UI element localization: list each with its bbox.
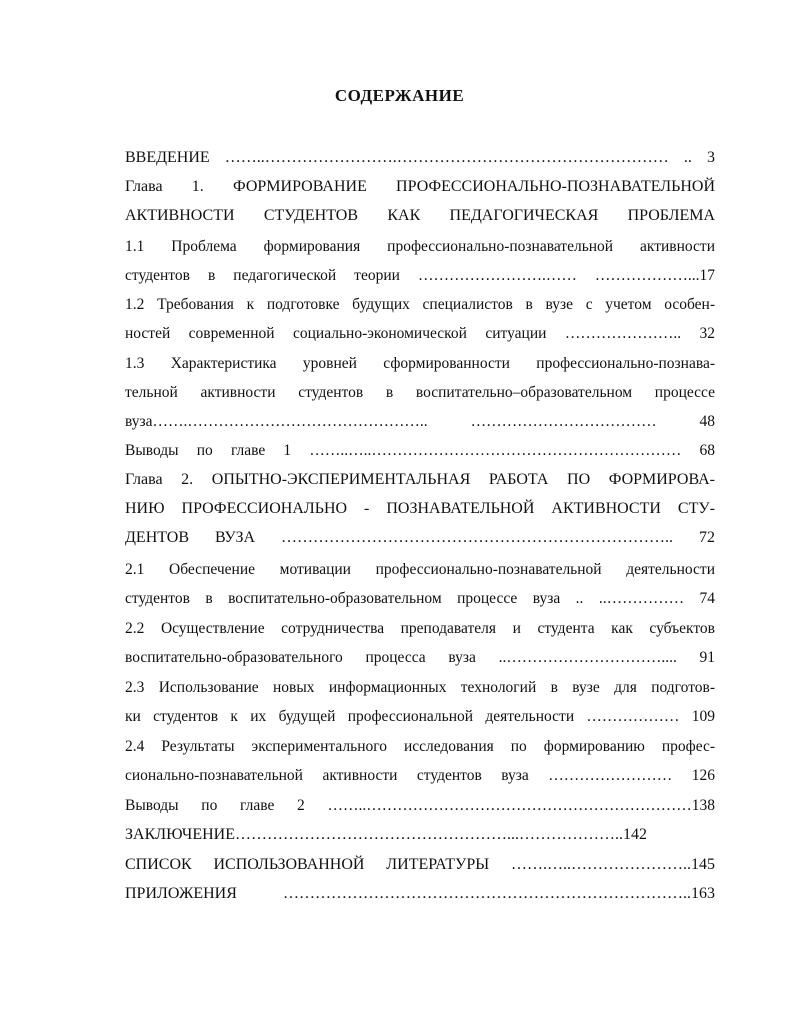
toc-chapter-1-line-2: АКТИВНОСТИ СТУДЕНТОВ КАК ПЕДАГОГИЧЕСКАЯ ПРОБЛЕМА bbox=[125, 207, 715, 224]
toc-section-2-4-line-2: сионально-познавательной активности студентов вуза …………………… 126 bbox=[125, 767, 715, 784]
toc-bibliography: СПИСОК ИСПОЛЬЗОВАННОЙ ЛИТЕРАТУРЫ …….…..…………………..145 bbox=[125, 856, 715, 873]
toc-section-1-3-line-1: 1.3 Характеристика уровней сформированности профессионально-познава- bbox=[125, 355, 715, 372]
toc-section-1-3-line-2: тельной активности студентов в воспитательно–образовательном процессе bbox=[125, 384, 715, 401]
toc-section-2-2-line-2: воспитательно-образовательного процесса вуза ..………………………….... 91 bbox=[125, 649, 715, 666]
toc-introduction: ВВЕДЕНИЕ ……..…………………….…………………………………………… .. 3 bbox=[125, 149, 715, 166]
toc-chapter-2-line-3: ДЕНТОВ ВУЗА ……………………………………………………………….. 72 bbox=[125, 529, 715, 546]
toc-section-1-2-line-1: 1.2 Требования к подготовке будущих специалистов в вузе с учетом особен- bbox=[125, 296, 715, 313]
toc-conclusion: ЗАКЛЮЧЕНИЕ……………………………………………...………………..142 bbox=[125, 826, 647, 843]
toc-section-2-3-line-2: ки студентов к их будущей профессиональной деятельности ……………… 109 bbox=[125, 708, 715, 725]
toc-section-2-3-line-1: 2.3 Использование новых информационных технологий в вузе для подготов- bbox=[125, 679, 715, 696]
toc-section-1-1-line-1: 1.1 Проблема формирования профессионально-познавательной активности bbox=[125, 238, 715, 255]
toc-section-2-2-line-1: 2.2 Осуществление сотрудничества преподавателя и студента как субъектов bbox=[125, 620, 715, 637]
toc-conclusions-chapter-2: Выводы по главе 2 ……..………………………………………………………138 bbox=[125, 797, 715, 814]
toc-section-2-1-line-2: студентов в воспитательно-образовательном процессе вуза .. ..…………… 74 bbox=[125, 590, 715, 607]
toc-chapter-2-line-2: НИЮ ПРОФЕССИОНАЛЬНО - ПОЗНАВАТЕЛЬНОЙ АКТИВНОСТИ СТУ- bbox=[125, 500, 715, 517]
toc-chapter-2-line-1: Глава 2. ОПЫТНО-ЭКСПЕРИМЕНТАЛЬНАЯ РАБОТА ПО ФОРМИРОВА- bbox=[125, 471, 715, 488]
toc-appendices: ПРИЛОЖЕНИЯ …………………………………………………………………..163 bbox=[125, 885, 715, 902]
toc-section-1-2-line-2: ностей современной социально-экономической ситуации ………………….. 32 bbox=[125, 325, 715, 342]
toc-conclusions-chapter-1: Выводы по главе 1 ……..…..…………………………………………………… 68 bbox=[125, 442, 715, 459]
toc-section-1-3-line-3: вуза…….……………………………………….. ……………………………… 48 bbox=[125, 413, 715, 430]
toc-chapter-1-line-1: Глава 1. ФОРМИРОВАНИЕ ПРОФЕССИОНАЛЬНО-ПОЗНАВАТЕЛЬНОЙ bbox=[125, 178, 715, 195]
toc-section-1-1-line-2: студентов в педагогической теории …………………….…… ………………...17 bbox=[125, 267, 715, 284]
toc-section-2-4-line-1: 2.4 Результаты экспериментального исследования по формированию профес- bbox=[125, 738, 715, 755]
toc-section-2-1-line-1: 2.1 Обеспечение мотивации профессионально-познавательной деятельности bbox=[125, 561, 715, 578]
page-title: СОДЕРЖАНИЕ bbox=[334, 86, 465, 105]
